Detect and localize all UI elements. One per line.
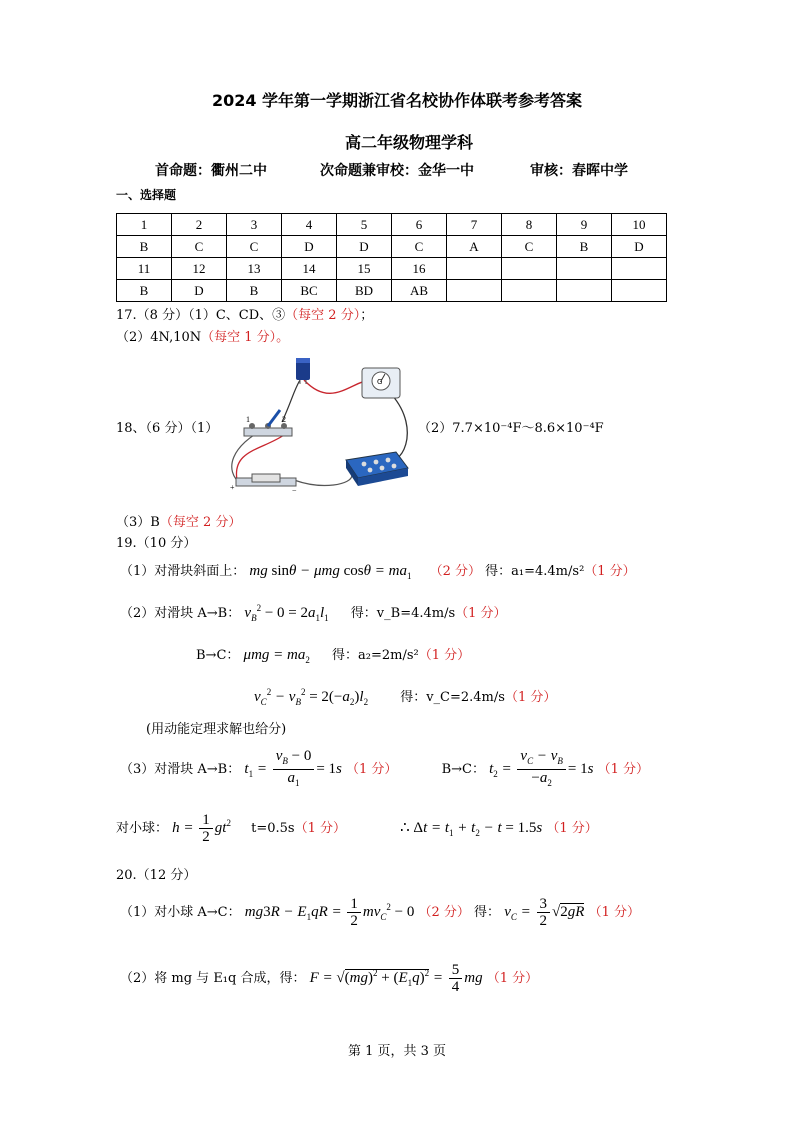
q19-ball-equation: h = $\frac{1}{2}$ $gt^2$	[172, 812, 231, 845]
table-cell: 15	[337, 258, 392, 280]
q19-line5	[120, 748, 649, 791]
q20-label: 20.（12 分）	[116, 868, 197, 883]
switch-label-2: 2	[282, 415, 286, 424]
section-title: 一、选择题	[116, 188, 177, 202]
table-cell: B	[117, 236, 172, 258]
q19-line3	[196, 644, 470, 665]
q19-ball-t: t=0.5s	[251, 820, 295, 836]
q20-p1-get: 得：	[474, 904, 501, 920]
switch-icon	[244, 410, 292, 436]
table-cell: 7	[447, 214, 502, 236]
battery-minus-label: −	[292, 486, 297, 495]
q18-part2: （2）7.7×10⁻⁴F～8.6×10⁻⁴F	[418, 421, 604, 436]
reviewer-text: 次命题兼审校：金华一中	[320, 163, 474, 179]
q19-p1-text: （1）对滑块斜面上：	[120, 564, 246, 579]
q19-p2b-equation: $\mu mg = ma_2$	[243, 647, 310, 665]
table-cell: AB	[392, 280, 447, 302]
q19-ball-text: 对小球：	[116, 820, 169, 836]
table-cell: 5	[337, 214, 392, 236]
q17-answer-1: 17.（8 分）（1）C、CD、③	[116, 308, 286, 323]
table-cell: C	[227, 236, 282, 258]
table-cell: BC	[282, 280, 337, 302]
q19-line4	[254, 686, 556, 707]
table-cell: B	[557, 236, 612, 258]
q19-p1-score: （2 分）	[429, 564, 482, 579]
q20-p1-equation: $mg3R - E_1qR$ = $\frac{1}{2}$ $mv_C^2 - 0$	[244, 896, 415, 929]
table-cell: 14	[282, 258, 337, 280]
q20-p1-score: （2 分）	[418, 904, 470, 920]
q19-p2b-result: 得：a₂=2m/s²	[332, 648, 419, 663]
answer-table	[116, 213, 667, 302]
q19-ball-score: （1 分）	[294, 820, 346, 836]
svg-text:G: G	[377, 378, 383, 386]
q19-p2c-equation: $v_C^2 - v_B^2 = 2(-a_2)l_2$	[254, 687, 369, 707]
table-cell: B	[227, 280, 282, 302]
q20-p2-text: （2）将 mg 与 E₁q 合成，得：	[120, 970, 306, 986]
table-cell	[502, 258, 557, 280]
table-cell	[557, 258, 612, 280]
table-cell: A	[447, 236, 502, 258]
battery-plus-label: +	[230, 483, 235, 492]
table-cell: C	[392, 236, 447, 258]
table-cell: D	[612, 236, 667, 258]
table-cell: 4	[282, 214, 337, 236]
table-cell: D	[282, 236, 337, 258]
table-cell: 10	[612, 214, 667, 236]
table-cell: 3	[227, 214, 282, 236]
table-row	[117, 236, 667, 258]
q19-p3b-score: （1 分）	[597, 761, 649, 777]
table-cell: 9	[557, 214, 612, 236]
q19-p1-result-score: （1 分）	[584, 564, 636, 579]
table-cell	[502, 280, 557, 302]
page-footer: 第 1 页，共 3 页	[347, 1044, 447, 1059]
q17-line2	[116, 326, 289, 345]
q19-note: (用动能定理求解也给分)	[146, 722, 287, 737]
q18-part3	[116, 511, 241, 530]
table-cell: 8	[502, 214, 557, 236]
q18-answer-3: （3）B	[116, 515, 160, 530]
table-cell: 1	[117, 214, 172, 236]
q20-p2-score: （1 分）	[486, 970, 539, 986]
page-subtitle: 高二年级物理学科	[345, 133, 474, 152]
q19-p1-equation: mg sinθ − μmg $\cos\theta = ma_1$	[249, 563, 412, 581]
galvanometer-icon	[362, 368, 400, 398]
q17-answer-2: （2）4N,10N	[116, 330, 202, 345]
table-cell	[447, 280, 502, 302]
q19-dt-equation: ∴ $\Delta t = t_1 + t_2 - t = 1.5s$	[400, 819, 543, 838]
q18-label: 18、（6 分）（1）	[116, 421, 219, 436]
q19-p3b-text: B→C：	[441, 761, 485, 777]
auditor-text: 审核：春晖中学	[530, 163, 628, 179]
q19-p2-text: （2）对滑块 A→B：	[120, 606, 241, 621]
q19-p3-score: （1 分）	[346, 761, 398, 777]
q19-p3-equation: $t_1$ = $\frac{v_B - 0}{a_1}$ = 1s	[244, 748, 342, 788]
battery-icon	[230, 474, 297, 495]
q19-dt-score: （1 分）	[546, 820, 598, 836]
table-cell	[447, 258, 502, 280]
q19-p3-text: （3）对滑块 A→B：	[120, 761, 241, 777]
table-cell: 16	[392, 258, 447, 280]
q20-p2-equation: $F = √(mg)^2 + (E_1q)^2$ = $\frac{5}{4}$ mg	[309, 962, 483, 995]
table-cell: C	[502, 236, 557, 258]
table-cell: 2	[172, 214, 227, 236]
q20-p1-score2: （1 分）	[588, 904, 640, 920]
q19-line2	[120, 602, 507, 623]
table-cell: 6	[392, 214, 447, 236]
table-cell: 13	[227, 258, 282, 280]
table-row	[117, 214, 667, 236]
table-cell: B	[117, 280, 172, 302]
q17-score-1: （每空 2 分）	[285, 308, 361, 323]
q19-p2c-result: 得：v_C=2.4m/s	[400, 690, 505, 705]
table-cell: 12	[172, 258, 227, 280]
table-cell	[612, 258, 667, 280]
table-cell: D	[337, 236, 392, 258]
q19-p2-result: 得：v_B=4.4m/s	[350, 606, 456, 621]
table-row	[117, 258, 667, 280]
q20-p1-result: $v_C$ = $\frac{3}{2}$ √2gR	[504, 896, 585, 929]
q20-line2	[120, 962, 538, 995]
switch-label-1: 1	[246, 415, 250, 424]
table-cell	[612, 280, 667, 302]
table-row	[117, 280, 667, 302]
q19-p2-equation: $v_B^2 - 0 = 2a_1l_1$	[244, 603, 329, 623]
table-cell: BD	[337, 280, 392, 302]
q20-p1-text: （1）对小球 A→C：	[120, 904, 241, 920]
q19-line6	[116, 812, 598, 845]
page-title: 2024 学年第一学期浙江省名校协作体联考参考答案	[211, 91, 583, 110]
q19-p2c-score: （1 分）	[504, 690, 557, 705]
circuit-diagram	[222, 350, 412, 498]
table-cell	[557, 280, 612, 302]
q19-label: 19.（10 分）	[116, 536, 197, 551]
q20-line1	[120, 896, 640, 929]
q19-p1-result: 得：a₁=4.4m/s²	[485, 564, 585, 579]
proposer-text: 首命题：衢州二中	[155, 163, 267, 179]
resistance-box-icon	[346, 452, 408, 486]
table-cell: 11	[117, 258, 172, 280]
q18-score-3: （每空 2 分）	[159, 515, 242, 530]
q19-p2b-text: B→C：	[196, 648, 240, 663]
table-cell: C	[172, 236, 227, 258]
q19-p2b-score: （1 分）	[418, 648, 471, 663]
q19-p2-score: （1 分）	[455, 606, 507, 621]
q17-end: ；	[360, 308, 374, 323]
capacitor-icon	[296, 358, 310, 384]
q17-line1	[116, 304, 373, 323]
q17-score-2: （每空 1 分）。	[201, 330, 290, 345]
q19-line1	[120, 560, 636, 581]
q19-p3b-equation: $t_2$ = $\frac{v_C - v_B}{-a_2}$ = 1s	[489, 748, 594, 788]
table-cell: D	[172, 280, 227, 302]
